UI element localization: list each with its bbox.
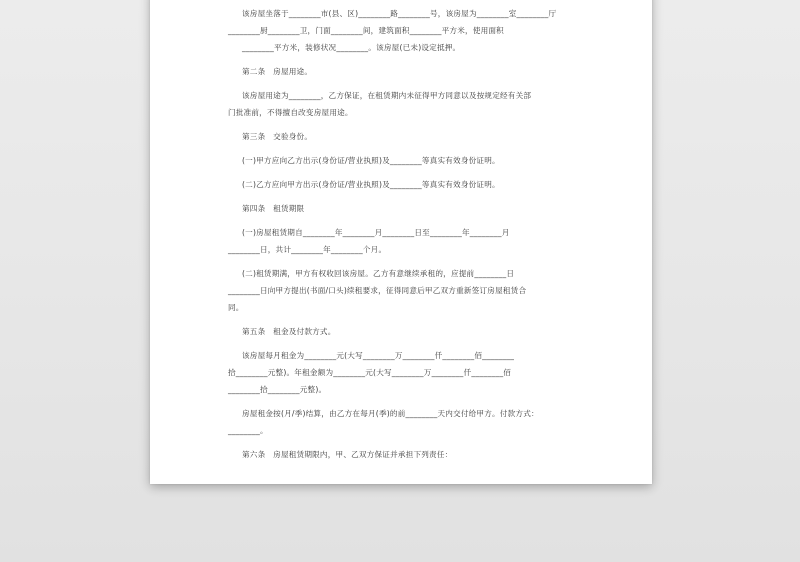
paragraph-line: (二)乙方应向甲方出示(身份证/营业执照)及________等真实有效身份证明。 bbox=[242, 180, 500, 189]
section-heading: 第五条 租金及付款方式。 bbox=[242, 327, 336, 336]
section-heading: 第四条 租赁期限 bbox=[242, 204, 305, 213]
paragraph-line: ________平方米，装修状况________。该房屋(已未)设定抵押。 bbox=[242, 43, 461, 52]
paragraph-line: 同。 bbox=[228, 303, 244, 312]
paragraph-line: ________拾________元整)。 bbox=[228, 385, 327, 394]
paragraph-line: 门批准前，不得擅自改变房屋用途。 bbox=[228, 108, 353, 117]
paragraph-line: 该房屋坐落于________市(县、区)________路________号，该房屋为________室________厅 bbox=[242, 9, 557, 18]
paragraph-line: ________日向甲方提出(书面/口头)续租要求，征得同意后甲乙双方重新签订房屋租赁合 bbox=[228, 286, 527, 295]
paragraph-line: (一)房屋租赁期自________年________月________日至________年________月 bbox=[242, 228, 510, 237]
paragraph-line: 房屋租金按(月/季)结算，由乙方在每月(季)的前________天内交付给甲方。付款方式： bbox=[242, 409, 539, 418]
paragraph-line: ________厨________卫，门面________间，建筑面积________平方米，使用面积 bbox=[228, 26, 504, 35]
paragraph-line: 该房屋每月租金为________元(大写________万________仟________佰________ bbox=[242, 351, 515, 360]
paragraph-line: (二)租赁期满，甲方有权收回该房屋。乙方有意继续承租的，应提前________日 bbox=[242, 269, 515, 278]
section-heading: 第三条 交验身份。 bbox=[242, 132, 313, 141]
document-body bbox=[228, 5, 574, 463]
section-heading: 第六条 房屋租赁期限内，甲、乙双方保证并承担下列责任： bbox=[242, 450, 453, 459]
document-page bbox=[150, 0, 652, 484]
paragraph-line: ________。 bbox=[228, 426, 268, 435]
paragraph-line: ________日，共计________年________个月。 bbox=[228, 245, 387, 254]
section-heading: 第二条 房屋用途。 bbox=[242, 67, 313, 76]
paragraph-line: 该房屋用途为________，乙方保证，在租赁期内未征得甲方同意以及按规定经有关部 bbox=[242, 91, 532, 100]
paragraph-line: 拾________元整)。年租金额为________元(大写________万________仟________佰 bbox=[228, 368, 512, 377]
paragraph-line: (一)甲方应向乙方出示(身份证/营业执照)及________等真实有效身份证明。 bbox=[242, 156, 500, 165]
